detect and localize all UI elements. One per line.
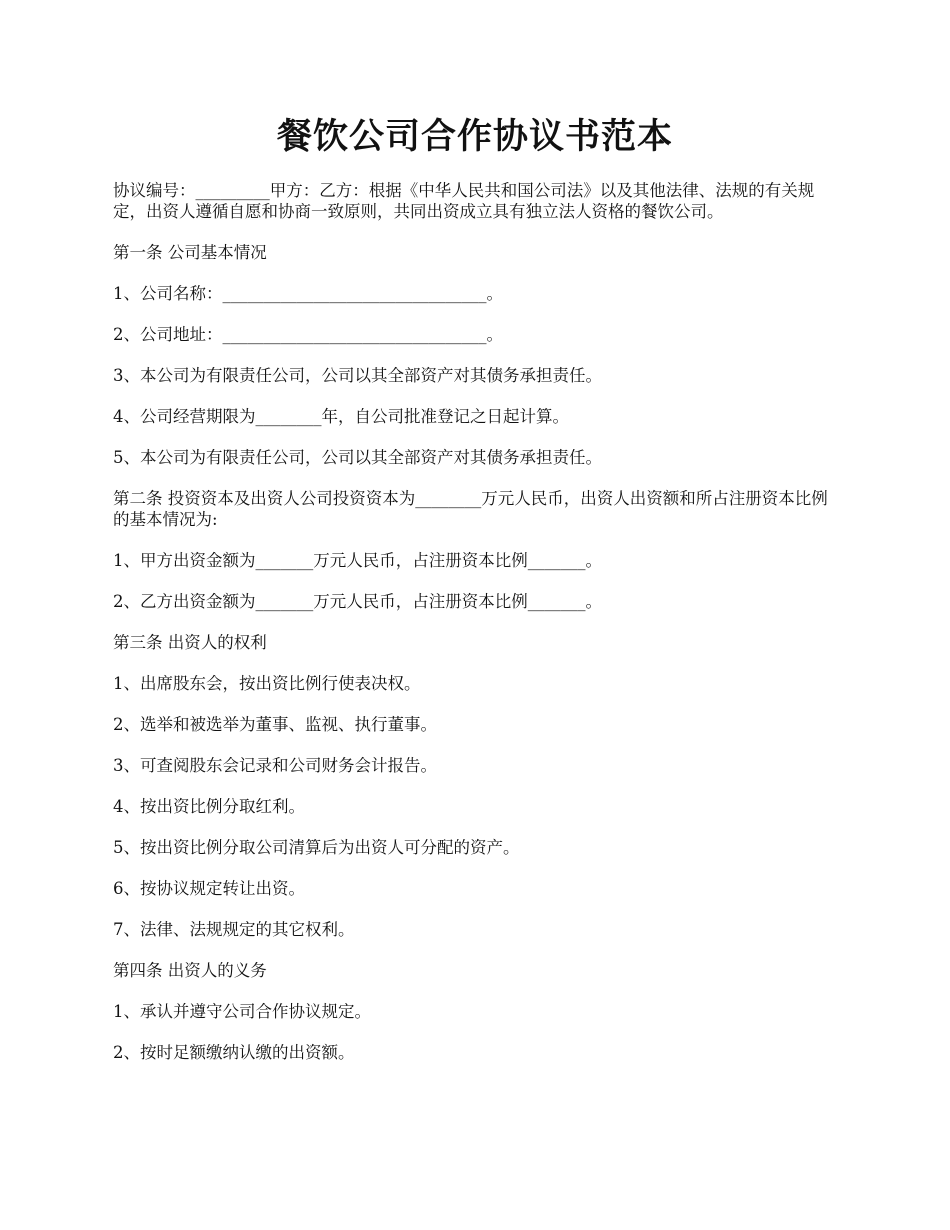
article-3-item-1: 1、出席股东会，按出资比例行使表决权。 bbox=[113, 674, 421, 693]
article-4-heading: 第四条 出资人的义务 bbox=[113, 961, 267, 980]
article-1-item-2: 2、公司地址：________________________________。 bbox=[113, 325, 503, 344]
article-3-heading: 第三条 出资人的权利 bbox=[113, 633, 267, 652]
article-2-heading: 第二条 投资资本及出资人公司投资资本为________万元人民币，出资人出资额和所占注册资本比例的基本情况为: bbox=[113, 489, 828, 529]
article-1-item-4: 4、公司经营期限为________年，自公司批准登记之日起计算。 bbox=[113, 407, 569, 426]
article-3-item-4: 4、按出资比例分取红利。 bbox=[113, 797, 305, 816]
article-1-item-1: 1、公司名称：________________________________。 bbox=[113, 284, 503, 303]
article-4-item-2: 2、按时足额缴纳认缴的出资额。 bbox=[113, 1043, 355, 1062]
preamble-paragraph: 协议编号：_________甲方：乙方：根据《中华人民共和国公司法》以及其他法律、法规的有关规定，出资人遵循自愿和协商一致原则，共同出资成立具有独立法人资格的餐饮公司。 bbox=[113, 181, 815, 221]
article-4-item-1: 1、承认并遵守公司合作协议规定。 bbox=[113, 1002, 371, 1021]
article-1-item-5: 5、本公司为有限责任公司，公司以其全部资产对其债务承担责任。 bbox=[113, 448, 602, 467]
article-2-item-2: 2、乙方出资金额为_______万元人民币，占注册资本比例_______。 bbox=[113, 592, 602, 611]
article-2-item-1: 1、甲方出资金额为_______万元人民币，占注册资本比例_______。 bbox=[113, 551, 602, 570]
article-3-item-5: 5、按出资比例分取公司清算后为出资人可分配的资产。 bbox=[113, 838, 520, 857]
document-title: 餐饮公司合作协议书范本 bbox=[276, 116, 673, 157]
article-3-item-3: 3、可查阅股东会记录和公司财务会计报告。 bbox=[113, 756, 437, 775]
document-body bbox=[113, 180, 838, 1083]
article-3-item-7: 7、法律、法规规定的其它权利。 bbox=[113, 920, 355, 939]
article-1-heading: 第一条 公司基本情况 bbox=[113, 243, 267, 262]
article-3-item-6: 6、按协议规定转让出资。 bbox=[113, 879, 305, 898]
article-3-item-2: 2、选举和被选举为董事、监视、执行董事。 bbox=[113, 715, 437, 734]
article-1-item-3: 3、本公司为有限责任公司，公司以其全部资产对其债务承担责任。 bbox=[113, 366, 602, 385]
